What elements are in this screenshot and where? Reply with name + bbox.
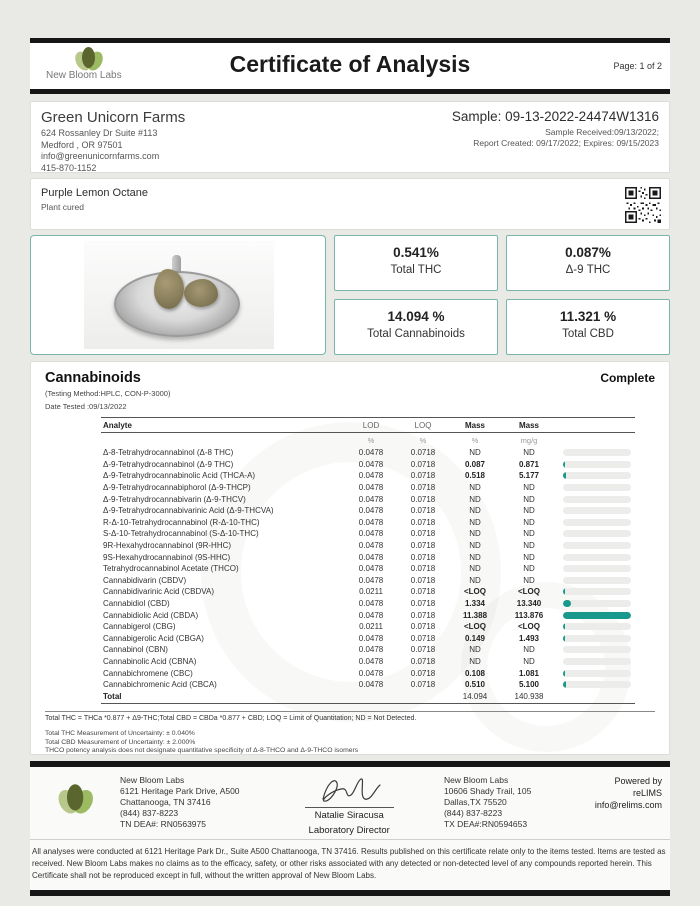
document-footer	[30, 767, 670, 839]
footnote-thco: THCO potency analysis does not designate quantitative specificity of Δ-8-THCO and Δ-9-THCO isomers	[45, 747, 359, 755]
testing-method: (Testing Method:HPLC, CON-P-3000)	[45, 389, 171, 398]
client-name: Green Unicorn Farms	[41, 109, 186, 126]
footnote-uncertainty	[45, 730, 655, 755]
summary-boxes	[334, 235, 670, 355]
mass-bar	[557, 519, 635, 526]
table-row: 9S-Hexahydrocannabinol (9S-HHC) 0.0478 0.0718 ND ND	[101, 551, 635, 563]
delta9-thc-box	[506, 235, 670, 291]
table-row: Δ-9-Tetrahydrocannabiphorol (Δ-9-THCP) 0.0478 0.0718 ND ND	[101, 482, 635, 494]
column-header-mass-pct: Mass	[464, 420, 485, 430]
table-row: Cannabidiol (CBD) 0.0478 0.0718 1.334 13.340	[101, 598, 635, 610]
lab1-name: New Bloom Labs	[120, 775, 185, 785]
total-cannabinoids-box	[334, 299, 498, 355]
header-divider-bar	[30, 89, 670, 94]
signature-icon	[309, 775, 389, 805]
sample-info	[452, 109, 659, 165]
cannabis-bud	[154, 269, 184, 309]
column-header-mass-mgg: Mass	[518, 420, 539, 430]
client-email: info@greenunicornfarms.com	[41, 151, 160, 161]
lab1-phone: (844) 837-8223	[120, 808, 179, 818]
bottom-divider-bar	[30, 890, 670, 896]
table-row: Cannabigerolic Acid (CBGA) 0.0478 0.0718 0.149 1.493	[101, 633, 635, 645]
table-row: Cannabidiolic Acid (CBDA) 0.0478 0.0718 11.388 113.876	[101, 609, 635, 621]
signer-title: Laboratory Director	[308, 825, 390, 836]
total-cannabinoids-value: 14.094 %	[387, 309, 445, 324]
page-number: Page: 1 of 2	[613, 61, 662, 71]
table-row: Δ-9-Tetrahydrocannabinol (Δ-9 THC) 0.0478 0.0718 0.087 0.871	[101, 459, 635, 471]
total-thc-value: 0.541%	[393, 245, 439, 260]
mass-bar	[557, 530, 635, 537]
mass-bar	[557, 670, 635, 677]
sample-id: Sample: 09-13-2022-24474W1316	[451, 109, 659, 124]
table-row: Tetrahydrocannabinol Acetate (THCO) 0.0478 0.0718 ND ND	[101, 563, 635, 575]
mass-bar	[557, 565, 635, 572]
total-mass-pct: 14.094	[462, 691, 488, 701]
total-cbd-value: 11.321 %	[559, 309, 617, 324]
footnote-cbd-uncertainty: Total CBD Measurement of Uncertainty: ± 2.000%	[45, 738, 196, 746]
table-row: Δ-9-Tetrahydrocannabivarin (Δ-9-THCV) 0.0478 0.0718 ND ND	[101, 493, 635, 505]
results-summary-section	[30, 235, 670, 355]
total-mass-mgg: 140.938	[514, 691, 544, 701]
column-header-analyte: Analyte	[103, 420, 132, 430]
mass-bar	[557, 484, 635, 491]
mass-bar	[557, 472, 635, 479]
total-label: Total	[103, 691, 122, 701]
coa-page	[0, 38, 700, 906]
table-header-row	[101, 417, 635, 433]
total-thc-box	[334, 235, 498, 291]
table-row: Δ-9-Tetrahydrocannabivarinic Acid (Δ-9-THCVA) 0.0478 0.0718 ND ND	[101, 505, 635, 517]
product-name: Purple Lemon Octane	[41, 187, 149, 199]
table-row: Δ-9-Tetrahydrocannabinolic Acid (THCA-A) 0.0478 0.0718 0.518 5.177	[101, 470, 635, 482]
lab1-city: Chattanooga, TN 37416	[120, 797, 211, 807]
status-badge: Complete	[600, 371, 655, 385]
column-header-loq: LOQ	[414, 420, 432, 430]
sample-received: Sample Received:09/13/2022;	[545, 127, 659, 137]
total-cbd-label: Total CBD	[562, 328, 614, 340]
lab2-dea: TX DEA#:RN0594653	[443, 819, 528, 829]
table-row: Cannabigerol (CBG) 0.0211 0.0718 <LOQ <LOQ	[101, 621, 635, 633]
delta9-thc-label: Δ-9 THC	[565, 264, 611, 276]
signer-name: Natalie Siracusa	[305, 807, 394, 821]
document-title: Certificate of Analysis	[229, 51, 471, 77]
delta9-thc-value: 0.087%	[565, 245, 611, 260]
mass-bar	[557, 646, 635, 653]
client-phone: 415-870-1152	[41, 162, 97, 173]
footer-lab-address-tx	[444, 775, 595, 830]
column-header-bar	[557, 421, 635, 430]
client-address-line2: Medford , OR 97501	[41, 139, 123, 150]
document-header	[30, 43, 670, 89]
lab2-street: 10606 Shady Trail, 105	[443, 786, 532, 796]
mass-bar	[557, 507, 635, 514]
product-type: Plant cured	[41, 202, 84, 212]
mass-bar	[557, 635, 635, 642]
product-card	[30, 178, 670, 230]
lab1-dea: TN DEA#: RN0563975	[120, 819, 206, 829]
table-row: 9R-Hexahydrocannabinol (9R-HHC) 0.0478 0.0718 ND ND	[101, 540, 635, 552]
mass-bar	[557, 461, 635, 468]
lab2-phone: (844) 837-8223	[443, 808, 503, 818]
table-row: Cannabichromenic Acid (CBCA) 0.0478 0.0718 0.510 5.100	[101, 679, 635, 691]
table-row: S-Δ-10-Tetrahydrocannabinol (S-Δ-10-THC) 0.0478 0.0718 ND ND	[101, 528, 635, 540]
cannabinoid-table-rows	[101, 447, 635, 690]
table-total-row	[101, 690, 635, 702]
cannabinoid-table	[101, 417, 635, 704]
section-title: Cannabinoids	[45, 370, 141, 386]
logo-text: New Bloom Labs	[46, 70, 122, 81]
unit-lod: %	[367, 436, 375, 445]
table-row: Δ-8-Tetrahydrocannabinol (Δ-8 THC) 0.0478 0.0718 ND ND	[101, 447, 635, 459]
mass-bar	[557, 623, 635, 630]
table-row: Cannabidivarinic Acid (CBDVA) 0.0211 0.0718 <LOQ <LOQ	[101, 586, 635, 598]
table-row: Cannabidivarin (CBDV) 0.0478 0.0718 ND ND	[101, 575, 635, 587]
mass-bar	[557, 600, 635, 607]
unit-mass-mgg: mg/g	[520, 436, 538, 445]
mass-bar	[557, 554, 635, 561]
footer-lab-logo-icon	[52, 783, 102, 816]
total-cbd-box	[506, 299, 670, 355]
logo-seed	[67, 784, 83, 810]
powered-by-name: reLIMS	[632, 788, 662, 798]
column-header-lod: LOD	[362, 420, 380, 430]
table-row: Cannabichromene (CBC) 0.0478 0.0718 0.108 1.081	[101, 667, 635, 679]
total-thc-label: Total THC	[390, 264, 442, 276]
powered-by-label: Powered by	[614, 776, 662, 786]
report-created: Report Created: 09/17/2022; Expires: 09/15/2023	[473, 138, 659, 148]
powered-by-block	[595, 775, 662, 811]
mass-bar	[557, 542, 635, 549]
unit-loq: %	[419, 436, 427, 445]
lab1-street: 6121 Heritage Park Drive, A500	[120, 786, 240, 796]
mass-bar	[557, 588, 635, 595]
unit-mass-pct: %	[471, 436, 479, 445]
mass-bar	[557, 449, 635, 456]
client-address-line1: 624 Rossanley Dr Suite #113	[41, 128, 158, 138]
cannabis-bud	[184, 279, 218, 307]
sample-photo-card	[30, 235, 326, 355]
table-row: Cannabinolic Acid (CBNA) 0.0478 0.0718 ND ND	[101, 656, 635, 668]
table-bottom-rule	[101, 703, 635, 704]
client-info	[41, 109, 186, 173]
table-row: Cannabinol (CBN) 0.0478 0.0718 ND ND	[101, 644, 635, 656]
mass-bar	[557, 577, 635, 584]
footnote-thc-uncertainty: Total THC Measurement of Uncertainty: ± 0.040%	[45, 730, 195, 738]
signature-block	[278, 775, 419, 836]
mass-bar	[557, 681, 635, 688]
footnote-definitions: Total THC = THCa *0.877 + Δ9-THC;Total CBD = CBDa *0.877 + CBD; LOQ = Limit of Quantitation; ND = Not Detected.	[45, 711, 655, 722]
mass-bar	[557, 658, 635, 665]
client-sample-card	[30, 101, 670, 173]
total-cannabinoids-label: Total Cannabinoids	[367, 328, 465, 340]
lab2-name: New Bloom Labs	[443, 775, 509, 785]
mass-bar	[557, 612, 635, 619]
table-units-row	[101, 433, 635, 447]
lab2-city: Dallas,TX 75520	[443, 797, 507, 807]
sample-photo	[84, 241, 274, 349]
date-tested: Date Tested :09/13/2022	[45, 401, 127, 411]
cannabinoids-section	[30, 361, 670, 755]
footer-lab-address-tn	[120, 775, 278, 830]
table-row: R-Δ-10-Tetrahydrocannabinol (R-Δ-10-THC) 0.0478 0.0718 ND ND	[101, 517, 635, 529]
mass-bar	[557, 496, 635, 503]
powered-by-email: info@relims.com	[594, 800, 662, 810]
qr-code	[625, 187, 661, 223]
disclaimer-text: All analyses were conducted at 6121 Heritage Park Dr., Suite A500 Chattanooga, TN 37416. Results published on this certificate relate only to the items tested. Items are tested as received. New Bloom Labs makes no claims as to the efficacy, safety, or other risks associated with any detected or non-detected level of any compounds reported herein. This Certificate shall not be reproduced except in full, without the written approval of New Bloom Labs.	[30, 839, 670, 890]
